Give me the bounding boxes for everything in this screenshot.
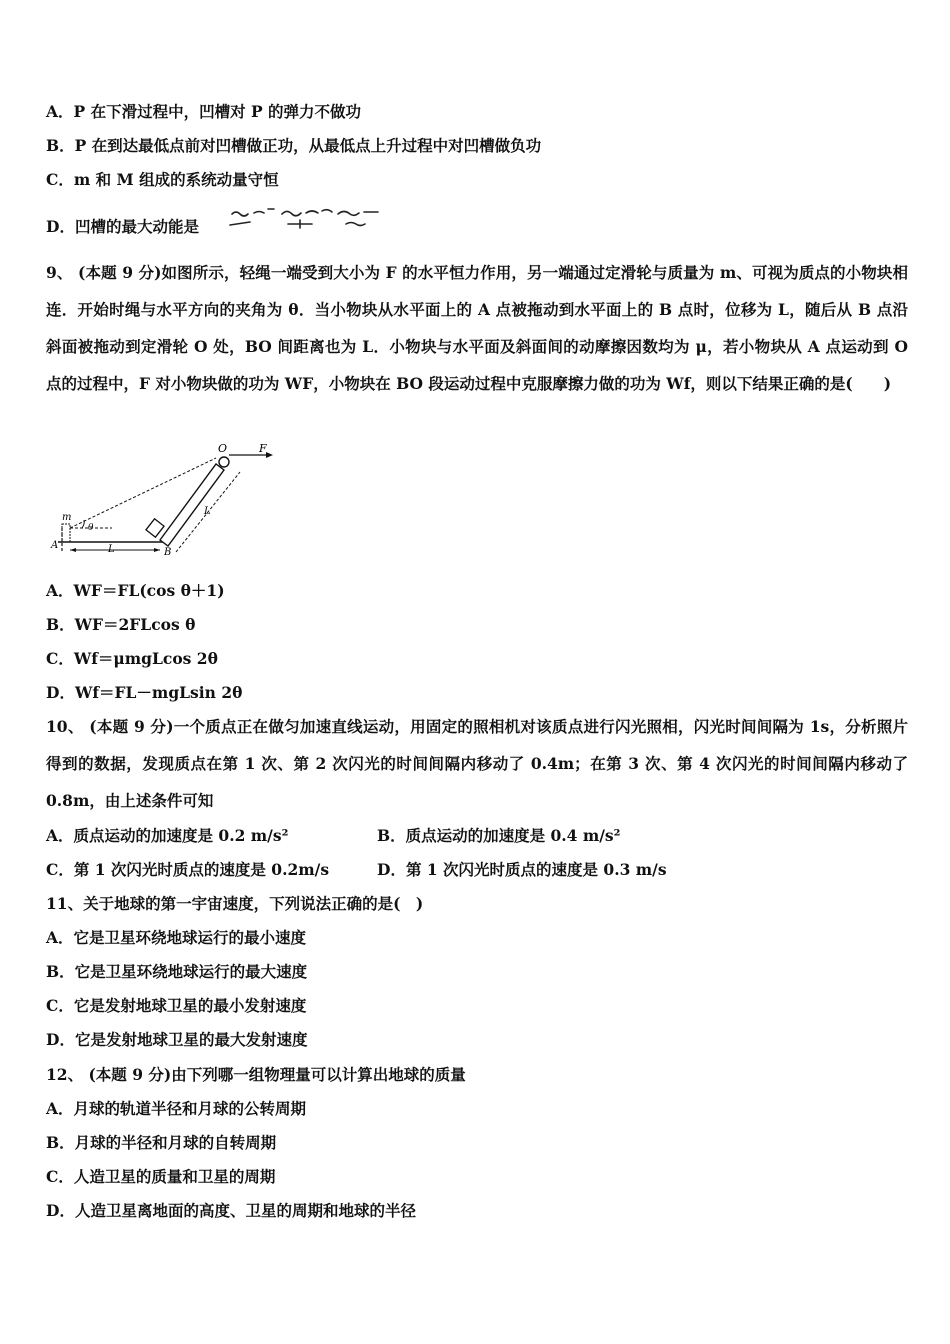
label-theta: θ bbox=[88, 523, 94, 533]
q10-option-c: C．第 1 次闪光时质点的速度是 0.2m/s bbox=[46, 860, 330, 879]
label-a: A bbox=[51, 540, 59, 551]
q11-text: 11、关于地球的第一宇宙速度，下列说法正确的是( ) bbox=[46, 894, 424, 913]
pulley-incline-figure bbox=[48, 442, 288, 562]
q9-text: 9、 (本题 9 分)如图所示，轻绳一端受到大小为 F 的水平恒力作用，另一端通过定滑轮与质量为 m、可视为质点的小物块相连．开始时绳与水平方向的夹角为 θ．当小物块从水平面上的 A 点被拖动到水平面上的 B 点时，位移为 L，随后从 B 点沿斜面被拖动到定滑轮 O 处，BO 间距离也为 L．小物块与水平面及斜面间的动摩擦因数均为 μ，若小物块从 A 点运动到 O 点的过程中，F 对小物块做的功为 WF，小物块在 BO 段运动过程中克服摩擦力做的功为 Wf，则以下结果正确的是( ) bbox=[46, 263, 908, 393]
q8-option-c: C．m 和 M 组成的系统动量守恒 bbox=[46, 170, 279, 189]
q12-option-c: C．人造卫星的质量和卫星的周期 bbox=[46, 1167, 276, 1186]
q10-option-a: A．质点运动的加速度是 0.2 m/s² bbox=[46, 826, 289, 845]
q9-option-a: A．WF＝FL(cos θ＋1) bbox=[46, 581, 225, 600]
formula-image bbox=[228, 205, 393, 229]
q8-option-b: B．P 在到达最低点前对凹槽做正功，从最低点上升过程中对凹槽做负功 bbox=[46, 136, 542, 155]
q12-option-a: A．月球的轨道半径和月球的公转周期 bbox=[46, 1099, 307, 1118]
q9-option-b: B．WF＝2FLcos θ bbox=[46, 615, 196, 634]
q11-option-d: D．它是发射地球卫星的最大发射速度 bbox=[46, 1030, 308, 1049]
q12-text: 12、 (本题 9 分)由下列哪一组物理量可以计算出地球的质量 bbox=[46, 1065, 466, 1084]
q10-option-d: D．第 1 次闪光时质点的速度是 0.3 m/s bbox=[377, 860, 667, 879]
q10-text: 10、 (本题 9 分)一个质点正在做匀加速直线运动，用固定的照相机对该质点进行闪光照相，闪光时间间隔为 1s，分析照片得到的数据，发现质点在第 1 次、第 2 次闪光的时间间隔内移动了 0.4m；在第 3 次、第 4 次闪光的时间间隔内移动了 0.8m，由上述条件可知 bbox=[46, 717, 908, 810]
q12-option-d: D．人造卫星离地面的高度、卫星的周期和地球的半径 bbox=[46, 1201, 416, 1220]
label-m: m bbox=[62, 512, 72, 523]
q9-option-d: D．Wf＝FL－mgLsin 2θ bbox=[46, 683, 243, 702]
q10-option-b: B．质点运动的加速度是 0.4 m/s² bbox=[377, 826, 621, 845]
q11-option-a: A．它是卫星环绕地球运行的最小速度 bbox=[46, 928, 307, 947]
q12-option-b: B．月球的半径和月球的自转周期 bbox=[46, 1133, 277, 1152]
q11-option-c: C．它是发射地球卫星的最小发射速度 bbox=[46, 996, 307, 1015]
q8-option-a: A．P 在下滑过程中，凹槽对 P 的弹力不做功 bbox=[46, 102, 362, 121]
q9-option-c: C．Wf＝μmgLcos 2θ bbox=[46, 649, 218, 668]
label-l-incline: L bbox=[204, 506, 211, 517]
label-b: B bbox=[164, 547, 172, 558]
label-o: O bbox=[218, 442, 228, 455]
label-f: F bbox=[259, 442, 267, 455]
label-l-ground: L bbox=[108, 544, 115, 555]
q11-option-b: B．它是卫星环绕地球运行的最大速度 bbox=[46, 962, 308, 981]
q8-option-d: D．凹槽的最大动能是 bbox=[46, 217, 199, 236]
